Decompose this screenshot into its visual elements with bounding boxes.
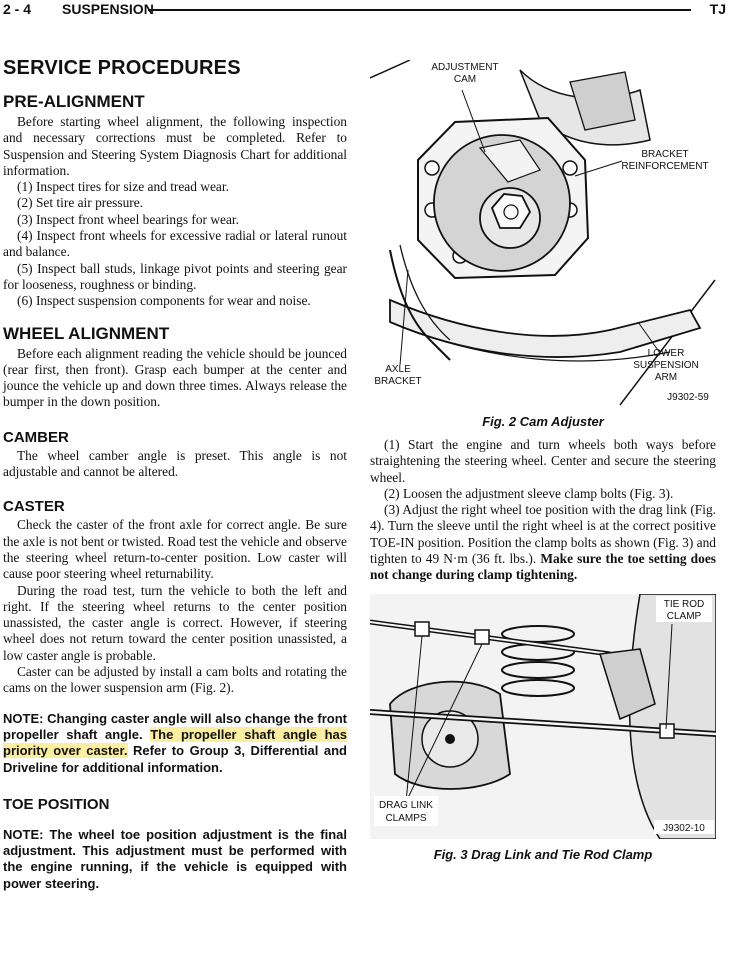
label-adjustment-cam: ADJUSTMENT	[431, 62, 499, 73]
left-column	[3, 57, 347, 892]
caster-paragraph: Caster can be adjusted by install a cam bolts and rotating the cams on the lower suspension arm (Fig. 2).	[3, 664, 347, 696]
pre-alignment-intro: Before starting wheel alignment, the following inspection and necessary corrections must be completed. Refer to Suspension and Steering System Diagnosis Chart for additional information.	[3, 114, 347, 178]
figure-cam-adjuster	[370, 60, 716, 429]
page-number: 2 - 4	[3, 1, 32, 17]
right-column	[370, 60, 716, 870]
pre-alignment-step: (6) Inspect suspension components for wear and noise.	[17, 293, 311, 309]
caster-note-part2: Refer to Group 3, Differential and Driveline for additional information.	[3, 743, 347, 775]
figure-caption: Fig. 2 Cam Adjuster	[482, 414, 604, 429]
pre-alignment-step: (5) Inspect ball studs, linkage pivot points and steering gear for looseness, roughness or binding.	[3, 260, 347, 292]
wheel-alignment-heading: WHEEL ALIGNMENT	[3, 323, 170, 343]
toe-step: (2) Loosen the adjustment sleeve clamp bolts (Fig. 3).	[384, 485, 674, 501]
toe-step: (1) Start the engine and turn wheels both ways before straightening the steering wheel. Center and secure the steering wheel.	[370, 437, 716, 485]
header-rule	[148, 9, 691, 11]
section-title: SUSPENSION	[62, 1, 154, 17]
caster-note-highlight: The propeller shaft angle has priority over caster.	[3, 726, 347, 759]
figure-code: J9302-59	[667, 392, 709, 403]
pre-alignment-step: (1) Inspect tires for size and tread wear.	[17, 179, 229, 195]
label-lower-suspension-arm: ARM	[654, 372, 678, 383]
label-tie-rod-clamp: CLAMP	[666, 610, 702, 622]
camber-heading: CAMBER	[3, 428, 69, 446]
label-bracket-reinforcement: REINFORCEMENT	[621, 161, 709, 172]
caster-note	[3, 711, 347, 776]
figure-drag-link-tie-rod	[370, 594, 716, 862]
figure-code: J9302-10	[663, 822, 705, 834]
toe-step-text: (3) Adjust the right wheel toe position with the drag link (Fig. 4). Turn the sleeve until the right wheel is at the correct positive TOE-IN position. Position the clamp bolts as shown (Fig. 3) and tighten to 49 N·m (36 ft. lbs.).	[370, 502, 716, 567]
page-header	[0, 0, 729, 20]
toe-position-note: NOTE: The wheel toe position adjustment is the final adjustment. This adjustment must be performed with the engine running, if the vehicle is equipped with power steering.	[3, 826, 347, 891]
label-lower-suspension-arm: SUSPENSION	[633, 360, 699, 371]
drag-link-illustration	[370, 594, 716, 839]
label-axle-bracket: BRACKET	[374, 376, 422, 387]
label-axle-bracket: AXLE	[385, 364, 411, 375]
caster-note-part1: NOTE: Changing caster angle will also change the front propeller shaft angle.	[3, 710, 347, 742]
label-tie-rod-clamp: TIE ROD	[663, 598, 705, 610]
cam-adjuster-illustration	[370, 60, 716, 410]
caster-paragraph: Check the caster of the front axle for correct angle. Be sure the axle is not bent or twisted. Road test the vehicle and observe the steering wheel return-to-center position. Low caster will cause poor steering wheel returnability.	[3, 517, 347, 582]
label-lower-suspension-arm: LOWER	[647, 348, 685, 359]
toe-step	[370, 502, 716, 583]
model-code: TJ	[709, 1, 726, 17]
wheel-alignment-text: Before each alignment reading the vehicle should be jounced (rear first, then front). Grasp each bumper at the center and jounce the vehicle up and down three times. Always release the bumper in the down position.	[3, 345, 347, 410]
figure-caption: Fig. 3 Drag Link and Tie Rod Clamp	[433, 846, 653, 862]
caster-paragraph: During the road test, turn the vehicle to both the left and right. If the steering wheel returns to the center position unassisted, the caster angle is correct. However, if steering wheel does not return toward the center position unassisted, a low caster angle is probable.	[3, 582, 347, 663]
camber-text: The wheel camber angle is preset. This angle is not adjustable and cannot be altered.	[3, 447, 347, 480]
pre-alignment-step: (4) Inspect front wheels for excessive radial or lateral runout and balance.	[3, 228, 347, 260]
label-drag-link-clamps: CLAMPS	[385, 812, 427, 824]
label-adjustment-cam: CAM	[453, 74, 477, 85]
pre-alignment-heading: PRE-ALIGNMENT	[3, 92, 145, 111]
pre-alignment-step: (2) Set tire air pressure.	[17, 195, 144, 211]
label-drag-link-clamps: DRAG LINK	[379, 799, 433, 811]
toe-position-heading: TOE POSITION	[3, 795, 110, 813]
label-bracket-reinforcement: BRACKET	[641, 149, 689, 160]
toe-step-warning: Make sure the toe setting does not change during clamp tightening.	[370, 551, 716, 583]
pre-alignment-step: (3) Inspect front wheel bearings for wear.	[17, 211, 239, 227]
caster-heading: CASTER	[3, 498, 65, 516]
page-title: SERVICE PROCEDURES	[3, 57, 241, 79]
